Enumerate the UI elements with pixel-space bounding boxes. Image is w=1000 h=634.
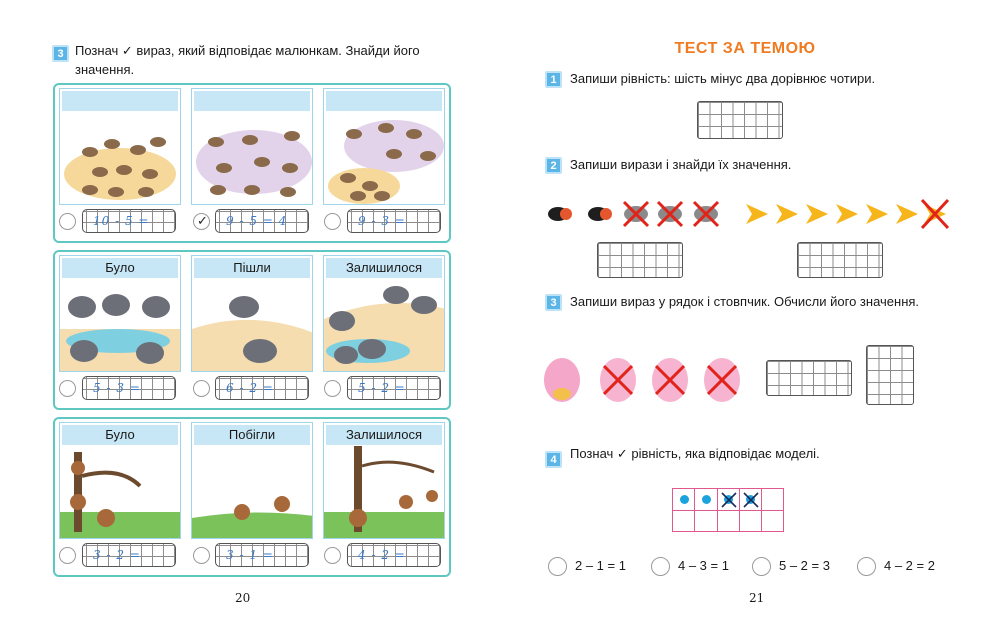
page-number-left: 20 <box>235 591 251 605</box>
exercise-block-elephants <box>53 250 451 410</box>
task-2-answer-grid-1[interactable] <box>597 242 683 278</box>
picture-cell-header: Було <box>62 425 178 445</box>
task-1-instruction: Запиши рівність: шість мінус два дорівнює чотири. <box>570 71 876 86</box>
answer-grid[interactable] <box>82 543 176 567</box>
handwritten-expression: 5 - 3 = <box>93 381 141 395</box>
task-1-number-badge: 1 <box>545 71 562 88</box>
handwritten-expression: 9 - 3 = <box>358 214 406 228</box>
option-3-circle[interactable] <box>752 557 771 576</box>
sparrows-illustration <box>60 112 181 205</box>
handwritten-expression: 3 - 1 = <box>226 548 274 562</box>
answer-grid[interactable] <box>215 376 309 400</box>
answer-grid[interactable] <box>82 376 176 400</box>
picture-cell-2 <box>191 255 313 372</box>
test-title: ТЕСТ ЗА ТЕМОЮ <box>674 40 816 57</box>
handwritten-expression: 5 - 2 = <box>358 381 406 395</box>
answer-choice-circle[interactable] <box>59 213 76 230</box>
answer-choice-circle-checked[interactable] <box>193 213 210 230</box>
option-4-label: 4 – 2 = 2 <box>884 558 935 573</box>
picture-cell-1 <box>59 255 181 372</box>
picture-cell-header: Пішли <box>194 258 310 278</box>
picture-cell-header: Побігли <box>194 425 310 445</box>
option-4-circle[interactable] <box>857 557 876 576</box>
picture-cell-header: Залишилося <box>326 425 442 445</box>
option-2-label: 4 – 3 = 1 <box>678 558 729 573</box>
answer-row <box>55 209 449 233</box>
task-4-number-badge: 4 <box>545 451 562 468</box>
task-2-number-badge: 2 <box>545 157 562 174</box>
sparrows-illustration <box>192 112 313 205</box>
picture-cell-1 <box>59 422 181 539</box>
picture-cell-3 <box>323 88 445 205</box>
monkeys-illustration <box>192 446 313 539</box>
answer-grid[interactable] <box>215 543 309 567</box>
model-dot <box>702 495 711 504</box>
answer-grid[interactable] <box>347 376 441 400</box>
fish-illustration <box>546 196 950 232</box>
option-1-circle[interactable] <box>548 557 567 576</box>
answer-grid[interactable] <box>347 209 441 233</box>
answer-choice-circle[interactable] <box>59 380 76 397</box>
task-4-instruction: Познач ✓ рівність, яка відповідає моделі. <box>570 446 820 461</box>
picture-cell-2 <box>191 422 313 539</box>
task-2-answer-grid-2[interactable] <box>797 242 883 278</box>
subtraction-model-grid <box>672 488 784 532</box>
task-3-row-answer-grid[interactable] <box>766 360 852 396</box>
handwritten-expression: 4 - 2 = <box>358 548 406 562</box>
option-2-circle[interactable] <box>651 557 670 576</box>
model-dot <box>680 495 689 504</box>
exercise-block-sparrows <box>53 83 451 243</box>
page-number-right: 21 <box>749 591 765 605</box>
answer-choice-circle[interactable] <box>193 380 210 397</box>
dark-fish-group <box>548 202 718 226</box>
handwritten-expression: 9 - 5 = 4 <box>226 214 288 228</box>
elephants-illustration <box>324 279 445 372</box>
picture-cell-3 <box>323 422 445 539</box>
handwritten-expression: 10 - 5 = <box>93 214 150 228</box>
picture-cell-header <box>194 91 310 111</box>
option-1-label: 2 – 1 = 1 <box>575 558 626 573</box>
task-3-instruction-line-2: значення. <box>75 62 135 77</box>
monkeys-illustration <box>324 446 445 539</box>
exercise-block-monkeys <box>53 417 451 577</box>
picture-cell-2 <box>191 88 313 205</box>
answer-choice-circle[interactable] <box>193 547 210 564</box>
monkeys-illustration <box>60 446 181 539</box>
answer-grid[interactable] <box>82 209 176 233</box>
answer-choice-circle[interactable] <box>324 213 341 230</box>
answer-row <box>55 376 449 400</box>
elephants-illustration <box>192 279 313 372</box>
gold-fish-group <box>746 204 946 224</box>
picture-cell-header: Було <box>62 258 178 278</box>
check-mark-icon: ✓ <box>197 213 208 228</box>
sparrows-illustration <box>324 112 445 205</box>
cross-mark-icon <box>720 491 760 509</box>
task-2-instruction: Запиши вирази і знайди їх значення. <box>570 157 792 172</box>
handwritten-expression: 3 - 2 = <box>93 548 141 562</box>
task-1-answer-grid[interactable] <box>697 101 783 139</box>
answer-choice-circle[interactable] <box>59 547 76 564</box>
picture-cell-1 <box>59 88 181 205</box>
dragons-illustration <box>538 350 748 408</box>
answer-grid[interactable] <box>215 209 309 233</box>
task-3-column-answer-grid[interactable] <box>866 345 914 405</box>
task-3-number-badge: 3 <box>52 45 69 62</box>
option-3-label: 5 – 2 = 3 <box>779 558 830 573</box>
answer-choice-circle[interactable] <box>324 380 341 397</box>
handwritten-expression: 6 - 2 = <box>226 381 274 395</box>
picture-cell-header: Залишилося <box>326 258 442 278</box>
answer-choice-circle[interactable] <box>324 547 341 564</box>
answer-row <box>55 543 449 567</box>
task-3-instruction-line-1: Познач ✓ вираз, який відповідає малюнкам. Знайди його <box>75 43 420 58</box>
task-3-instruction <box>75 41 420 79</box>
task-3-instruction-right: Запиши вираз у рядок і стовпчик. Обчисли його значення. <box>570 294 920 309</box>
picture-cell-header <box>326 91 442 111</box>
picture-cell-header <box>62 91 178 111</box>
task-3-number-badge-right: 3 <box>545 294 562 311</box>
elephants-illustration <box>60 279 181 372</box>
answer-grid[interactable] <box>347 543 441 567</box>
picture-cell-3 <box>323 255 445 372</box>
